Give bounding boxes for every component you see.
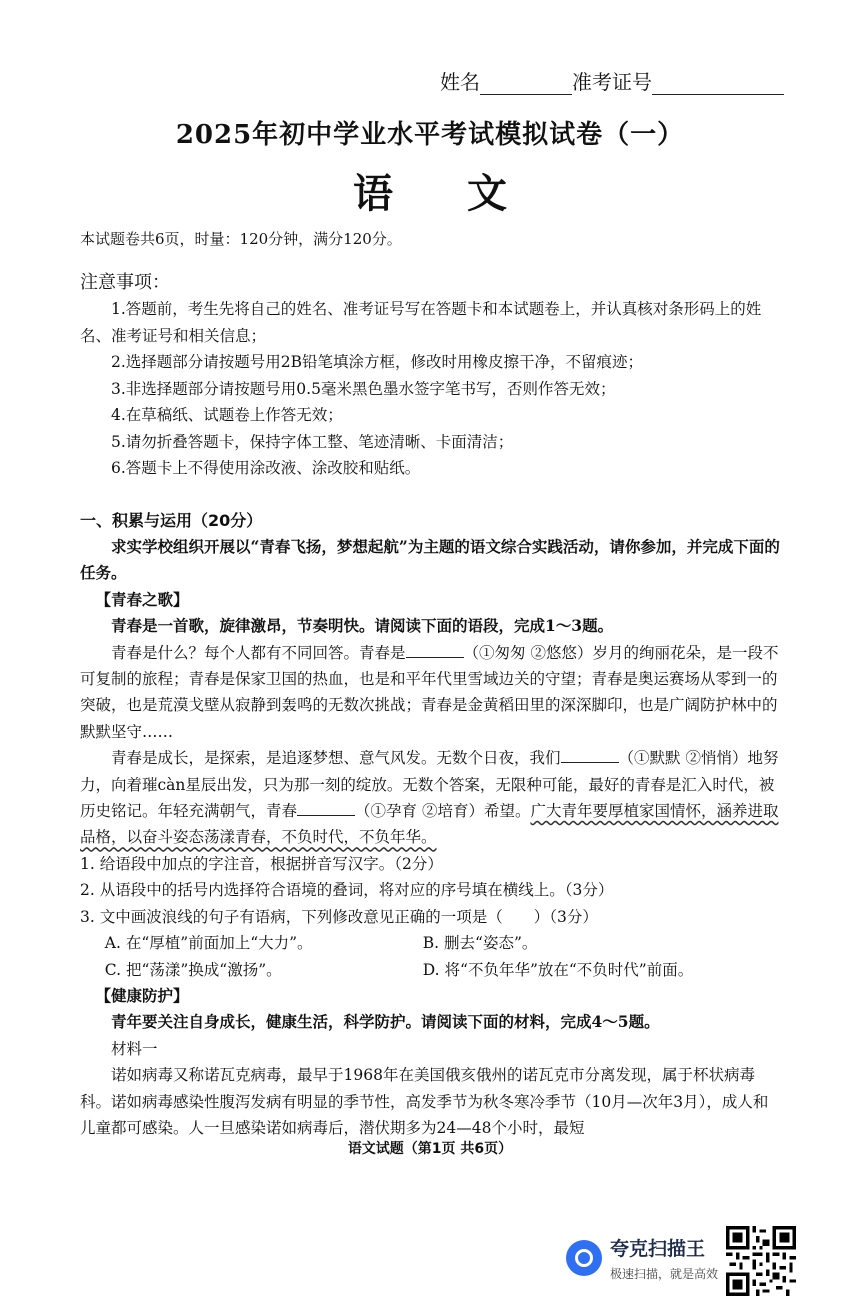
part-lead: 青年要关注自身成长，健康生活，科学防护。请阅读下面的材料，完成4～5题。 — [111, 1012, 660, 1032]
options-row — [80, 957, 782, 983]
qr-code-icon — [726, 1226, 796, 1296]
option-c: C. 把“荡漾”换成“激扬”。 — [104, 960, 282, 979]
id-label: 准考证号 — [572, 70, 652, 94]
part-title: 【健康防护】 — [95, 985, 189, 1005]
notice-item: 5.请勿折叠答题卡，保持字体工整、笔迹清晰、卡面清洁； — [111, 432, 514, 451]
watermark-slogan: 极速扫描，就是高效 — [610, 1267, 719, 1281]
option-a: A. 在“厚植”前面加上“大力”。 — [104, 934, 313, 953]
exam-intro: 本试题卷共6页，时量：120分钟，满分120分。 — [80, 230, 402, 248]
question-3: 3. 文中画波浪线的句子有语病，下列修改意见正确的一项是（ ）（3分） — [80, 907, 598, 926]
page-footer: 语文试题（第1页 共6页） — [347, 1141, 513, 1157]
name-blank — [480, 76, 572, 95]
material-text: 诺如病毒又称诺瓦克病毒，最早于1968年在美国俄亥俄州的诺瓦克市分离发现，属于杯状病毒科。诺如病毒感染性腹泻发病有明显的季节性，高发季节为秋冬寒冷季节（10月—次年3月），成人和儿童都可感染。人一旦感染诺如病毒后，潜伏期多为24—48个小时，最短 — [80, 1066, 769, 1137]
notice-heading: 注意事项： — [80, 272, 170, 293]
section-heading: 一、积累与运用（20分） — [80, 511, 263, 530]
question-2: 2. 从语段中的括号内选择符合语境的叠词，将对应的序号填在横线上。（3分） — [80, 881, 614, 900]
quark-logo-icon — [566, 1240, 602, 1276]
answer-blank — [406, 643, 464, 658]
answer-blank — [297, 801, 355, 816]
exam-title: 2025年初中学业水平考试模拟试卷（一） — [175, 120, 685, 150]
wavy-underlined-sentence: 广大青年要厚植家国情怀，涵养进取品格，以奋斗姿态荡漾青春，不负时代，不负年华。 — [80, 802, 779, 847]
passage-paragraph-1: 青春是什么？每个人都有不同回答。青春是 （①匆匆 ②悠悠）岁月的绚丽花朵，是一段不可复制的旅程；青春是保家卫国的热血，也是和平年代里雪域边关的守望；青春是奥运赛场从零到一的突破，也是荒漠戈壁从寂静到轰鸣的无数次挑战；青春是金黄稻田里的深深脚印，也是广阔防护林中的默默坚守…… — [80, 643, 779, 741]
notice-list — [80, 296, 780, 482]
scanner-watermark — [566, 1234, 718, 1282]
watermark-name: 夸克扫描王 — [610, 1238, 706, 1260]
part-lead: 青春是一首歌，旋律激昂，节奏明快。请阅读下面的语段，完成1～3题。 — [111, 616, 614, 636]
notice-item: 1.答题前，考生先将自己的姓名、准考证号写在答题卡和本试题卷上，并认真核对条形码上的姓名、准考证号和相关信息； — [80, 300, 762, 345]
id-blank — [652, 76, 784, 95]
option-d: D. 将“不负年华”放在“不负时代”前面。 — [422, 960, 694, 979]
material-label: 材料一 — [111, 1039, 158, 1058]
option-b: B. 删去“姿态”。 — [422, 934, 538, 953]
notice-item: 2.选择题部分请按题号用2B铅笔填涂方框，修改时用橡皮擦干净，不留痕迹； — [111, 353, 644, 371]
passage-paragraph-2: 青春是成长，是探索，是追逐梦想、意气风发。无数个日夜，我们 （①默默 ②悄悄）地努力，向着璀càn星辰出发，只为那一刻的绽放。无数个答案，无限种可能，最好的青春是汇入时代，被历史铭记。年轻充满朝气，青春 （①孕育 ②培育）希望。广大青年要厚植家国情怀，涵养进取品格，以奋斗姿态荡漾青春，不负时代，不负年华。 — [80, 749, 779, 847]
notice-item: 3.非选择题部分请按题号用0.5毫米黑色墨水签字笔书写，否则作答无效； — [111, 379, 616, 398]
notice-item: 6.答题卡上不得使用涂改液、涂改胶和贴纸。 — [111, 459, 421, 477]
section-body — [80, 534, 782, 1141]
part-title: 【青春之歌】 — [95, 589, 189, 609]
candidate-info-bar — [440, 66, 784, 95]
subject-title: 语 文 — [353, 170, 537, 217]
answer-blank — [561, 748, 619, 763]
section-lead: 求实学校组织开展以“青春飞扬，梦想起航”为主题的语文综合实践活动，请你参加，并完成下面的任务。 — [80, 537, 780, 583]
options-row — [80, 930, 782, 956]
notice-item: 4.在草稿纸、试题卷上作答无效； — [111, 406, 343, 424]
name-label: 姓名 — [440, 70, 480, 94]
question-1: 1. 给语段中加点的字注音，根据拼音写汉字。（2分） — [80, 854, 443, 873]
